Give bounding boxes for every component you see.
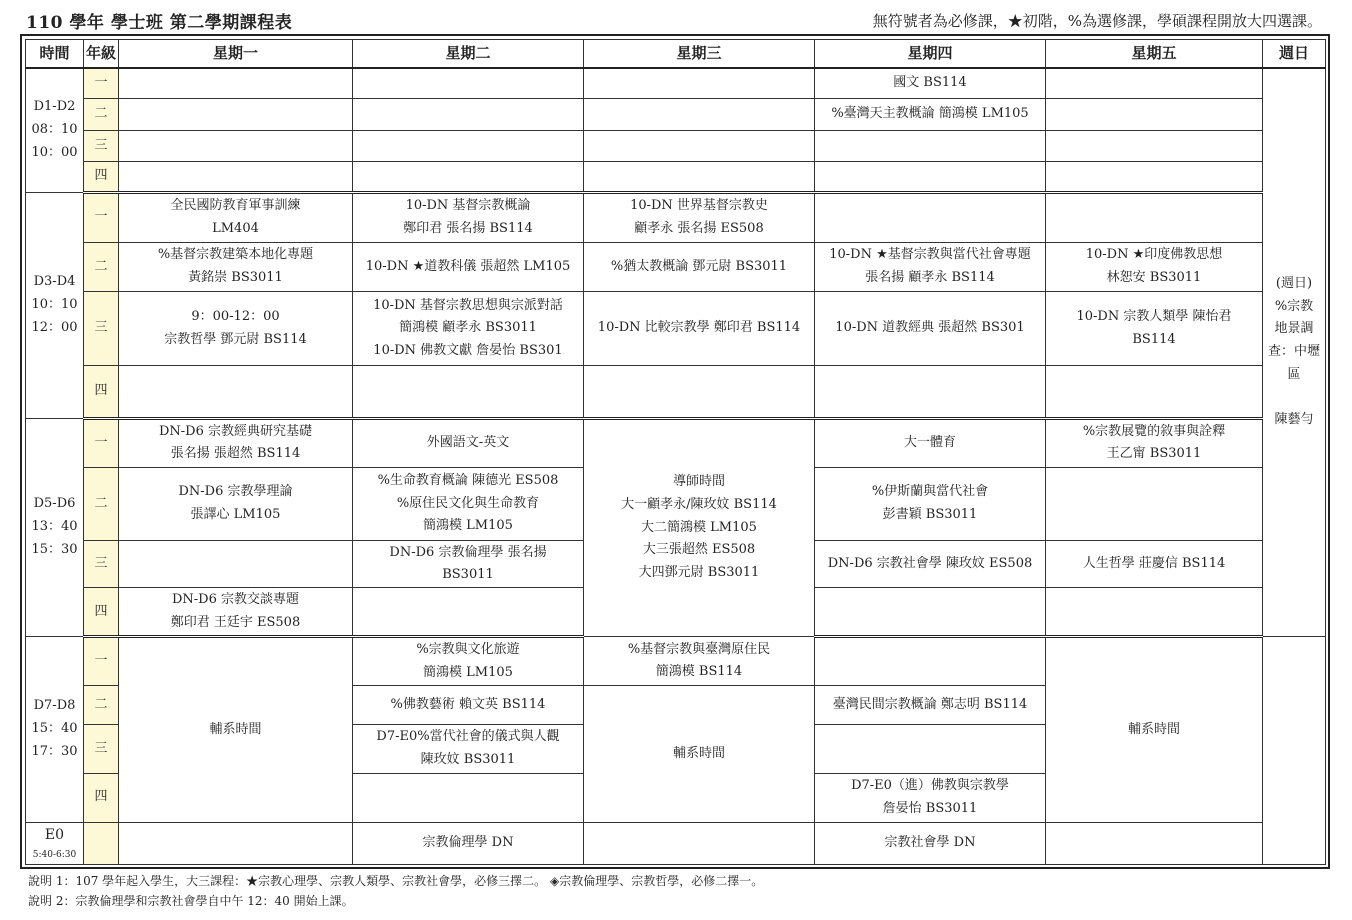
course-cell: 大一體育 [815, 418, 1046, 467]
sunday-column: (週日) %宗教 地景調 查：中壢 區 陳藝勻 [1263, 68, 1326, 637]
header-sun: 週日 [1263, 40, 1326, 68]
course-cell: DN-D6 宗教社會學 陳玫妏 ES508 [815, 541, 1046, 588]
course-cell: DN-D6 宗教倫理學 張名揚 BS3011 [353, 541, 584, 588]
course-cell [815, 725, 1046, 774]
course-cell [1046, 68, 1263, 99]
course-cell [119, 68, 353, 99]
grade-cell: 一 [84, 192, 119, 242]
grade-cell: 一 [84, 418, 119, 467]
grade-cell [84, 822, 119, 864]
grade-cell: 三 [84, 725, 119, 774]
header-row [26, 40, 1326, 68]
page-title: 110 學年 學士班 第二學期課程表 [26, 13, 293, 33]
course-cell [584, 822, 815, 864]
sunday-empty [1263, 637, 1326, 865]
course-cell: 10-DN 世界基督宗教史 顧孝永 張名揚 ES508 [584, 192, 815, 242]
grade-cell: 四 [84, 588, 119, 637]
course-cell: 9：00-12：00 宗教哲學 鄧元尉 BS114 [119, 292, 353, 365]
course-cell: 國文 BS114 [815, 68, 1046, 99]
course-cell: 輔系時間 [584, 686, 815, 823]
course-cell: D7-E0%當代社會的儀式與人觀 陳玫妏 BS3011 [353, 725, 584, 774]
course-cell [1046, 192, 1263, 242]
grade-cell: 四 [84, 773, 119, 822]
footnote-2: 說明 2：宗教倫理學和宗教社會學自中午 12：40 開始上課。 [28, 894, 354, 908]
course-cell: 10-DN 基督宗教概論 鄭印君 張名揚 BS114 [353, 192, 584, 242]
course-cell [584, 68, 815, 99]
grade-cell: 二 [84, 686, 119, 725]
course-cell: %佛教藝術 賴文英 BS114 [353, 686, 584, 725]
header-time: 時間 [26, 40, 84, 68]
course-cell [353, 98, 584, 131]
grade-cell: 二 [84, 467, 119, 540]
course-cell: DN-D6 宗教經典研究基礎 張名揚 張超然 BS114 [119, 418, 353, 467]
course-cell: 10-DN 道教經典 張超然 BS301 [815, 292, 1046, 365]
course-cell: %生命教育概論 陳德光 ES508 %原住民文化與生命教育 簡鴻模 LM105 [353, 467, 584, 540]
course-cell [815, 192, 1046, 242]
course-cell: 臺灣民間宗教概論 鄭志明 BS114 [815, 686, 1046, 725]
schedule-table [25, 39, 1326, 865]
grade-cell: 四 [84, 365, 119, 418]
footnote-1: 說明 1：107 學年起入學生，大三課程：★宗教心理學、宗教人類學、宗教社會學，必修三擇二。 ◈宗教倫理學、宗教哲學，必修二擇一。 [28, 874, 764, 888]
course-cell: 10-DN 基督宗教思想與宗派對話 簡鴻模 顧孝永 BS3011 10-DN 佛教文獻 詹晏怡 BS301 [353, 292, 584, 365]
course-cell: 輔系時間 [1046, 637, 1263, 822]
course-cell: 人生哲學 莊慶信 BS114 [1046, 541, 1263, 588]
grade-cell: 一 [84, 637, 119, 686]
course-cell: %宗教與文化旅遊 簡鴻模 LM105 [353, 637, 584, 686]
grade-cell: 二 [84, 98, 119, 131]
course-cell: %伊斯蘭與當代社會 彭書穎 BS3011 [815, 467, 1046, 540]
course-cell [1046, 822, 1263, 864]
course-cell: 輔系時間 [119, 637, 353, 822]
header-wed: 星期三 [584, 40, 815, 68]
course-cell: 全民國防教育軍事訓練 LM404 [119, 192, 353, 242]
legend-note: 無符號者為必修課，★初階，%為選修課，學碩課程開放大四選課。 [872, 12, 1322, 30]
header-grade: 年級 [84, 40, 119, 68]
header-tue: 星期二 [353, 40, 584, 68]
header-thu: 星期四 [815, 40, 1046, 68]
course-cell: %猶太教概論 鄧元尉 BS3011 [584, 242, 815, 292]
course-cell: 10-DN 比較宗教學 鄭印君 BS114 [584, 292, 815, 365]
course-cell: 宗教倫理學 DN [353, 822, 584, 864]
header-fri: 星期五 [1046, 40, 1263, 68]
course-cell: 10-DN ★道教科儀 張超然 LM105 [353, 242, 584, 292]
course-cell [815, 637, 1046, 686]
course-cell: %臺灣天主教概論 簡鴻模 LM105 [815, 98, 1046, 131]
course-cell: 10-DN ★印度佛教思想 林恕安 BS3011 [1046, 242, 1263, 292]
course-cell: D7-E0（進）佛教與宗教學 詹晏怡 BS3011 [815, 773, 1046, 822]
period-d7-d8: D7-D8 15：40 17：30 [26, 637, 84, 822]
course-cell [584, 98, 815, 131]
grade-cell: 四 [84, 162, 119, 193]
period-d5-d6: D5-D6 13：40 15：30 [26, 418, 84, 637]
grade-cell: 一 [84, 68, 119, 99]
grade-cell: 三 [84, 541, 119, 588]
course-cell [353, 773, 584, 822]
course-cell: 導師時間 大一顧孝永/陳玫妏 BS114 大二簡鴻模 LM105 大三張超然 ES508 大四鄧元尉 BS3011 [584, 418, 815, 637]
period-d1-d2: D1-D2 08：10 10：00 [26, 68, 84, 192]
course-cell: DN-D6 宗教學理論 張譯心 LM105 [119, 467, 353, 540]
course-cell: 外國語文-英文 [353, 418, 584, 467]
course-cell [1046, 467, 1263, 540]
grade-cell: 三 [84, 292, 119, 365]
grade-cell: 三 [84, 131, 119, 162]
course-cell: 10-DN ★基督宗教與當代社會專題 張名揚 顧孝永 BS114 [815, 242, 1046, 292]
header-mon: 星期一 [119, 40, 353, 68]
course-cell [119, 541, 353, 588]
course-cell: 10-DN 宗教人類學 陳怡君 BS114 [1046, 292, 1263, 365]
course-cell [119, 822, 353, 864]
course-cell [1046, 98, 1263, 131]
period-e0: E0 5:40-6:30 [26, 822, 84, 864]
course-cell: DN-D6 宗教交談專題 鄭印君 王廷宇 ES508 [119, 588, 353, 637]
course-cell [353, 68, 584, 99]
course-cell: %基督宗教建築本地化專題 黃銘崇 BS3011 [119, 242, 353, 292]
period-d3-d4: D3-D4 10：10 12：00 [26, 192, 84, 418]
course-cell: %宗教展覽的敘事與詮釋 王乙甯 BS3011 [1046, 418, 1263, 467]
course-cell [119, 98, 353, 131]
course-cell: 宗教社會學 DN [815, 822, 1046, 864]
course-cell: %基督宗教與臺灣原住民 簡鴻模 BS114 [584, 637, 815, 686]
grade-cell: 二 [84, 242, 119, 292]
